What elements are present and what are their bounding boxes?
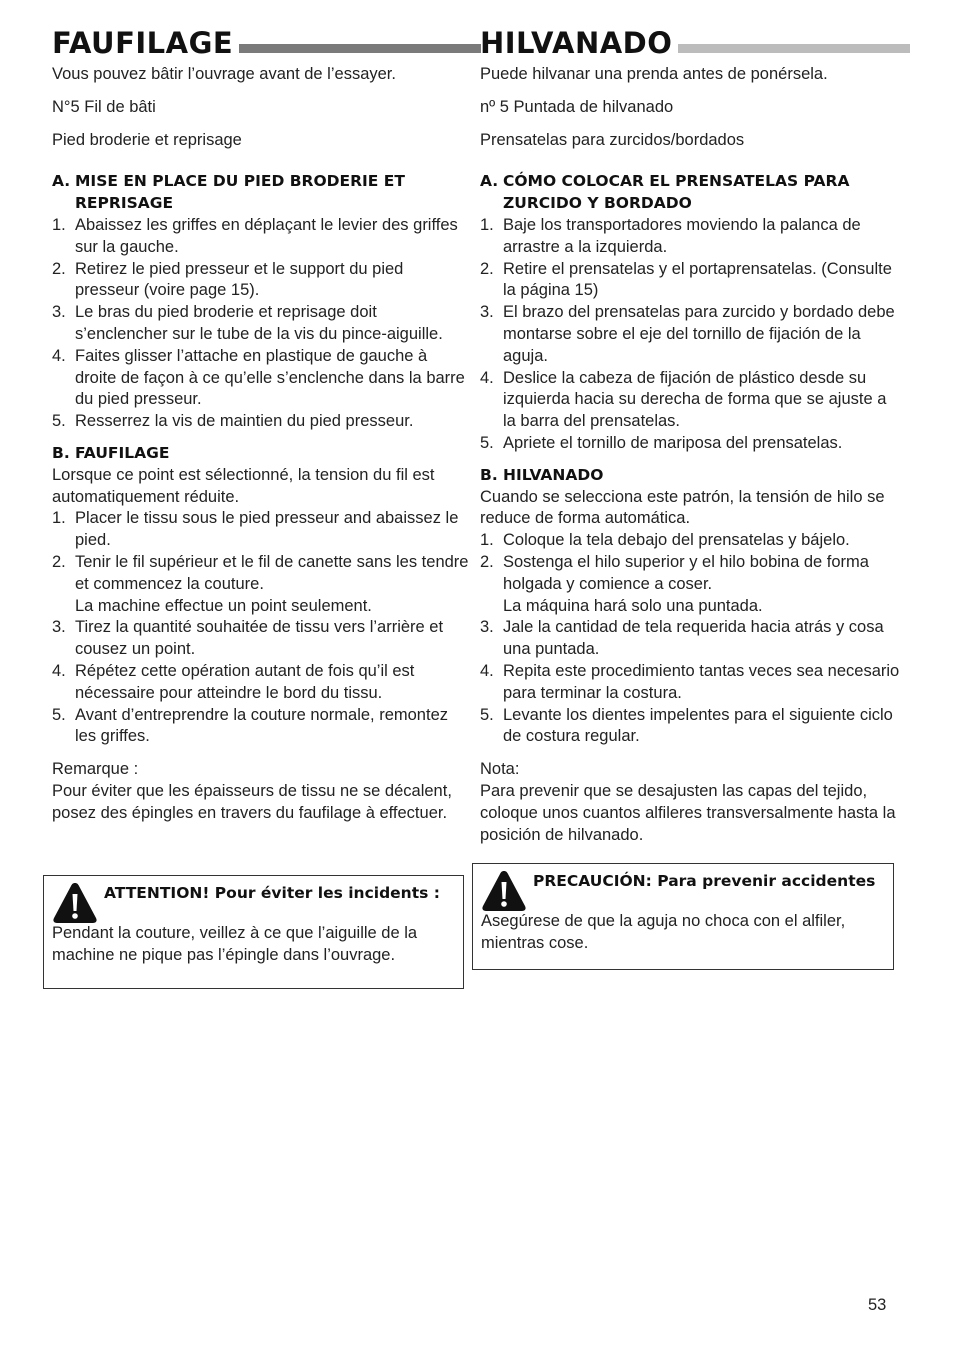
step-number: 4. (52, 346, 66, 365)
step-text: Avant d’entreprendre la couture normale, remontez les griffes. (75, 705, 448, 746)
intro-line: nº 5 Puntada de hilvanado (480, 97, 674, 116)
section-b-intro: Cuando se selecciona este patrón, la tensión de hilo se reduce de forma automática. (480, 487, 885, 528)
warning-text: Pendant la couture, veillez à ce que l’aiguille de la machine ne pique pas l’épingle dans l’ouvrage. (52, 924, 418, 964)
list-item (52, 346, 472, 411)
title-rule (678, 44, 910, 53)
section-letter: B. (480, 465, 498, 484)
step-number: 5. (52, 705, 66, 724)
list-item (52, 661, 472, 705)
section-b-steps (52, 508, 472, 748)
list-item (480, 259, 900, 303)
step-text: Coloque la tela debajo del prensatelas y bájelo. (503, 531, 850, 550)
section-heading-text: HILVANADO (503, 465, 604, 484)
list-item (480, 530, 900, 552)
step-text: Repita este procedimiento tantas veces sea necesario para terminar la costura. (503, 661, 900, 702)
warning-box-es (472, 863, 894, 970)
step-text: Répétez cette opération autant de fois qu’il est nécessaire pour atteindre le bord du tissu. (75, 661, 415, 702)
step-text: Abaissez les griffes en déplaçant le levier des griffes sur la gauche. (75, 215, 458, 256)
step-text: Deslice la cabeza de fijación de plástico desde su izquierda hacia su derecha de forma que se ajuste a la barra del prensatelas. (503, 368, 887, 431)
list-item (480, 302, 900, 367)
section-b-heading (480, 465, 900, 487)
intro-line: N°5 Fil de bâti (52, 97, 156, 116)
list-item (480, 552, 900, 617)
section-letter: A. (52, 172, 71, 191)
step-number: 4. (52, 661, 66, 680)
warning-triangle-icon (481, 869, 527, 913)
right-title-row (480, 26, 900, 62)
section-heading-text: CÓMO COLOCAR EL PRENSATELAS PARA ZURCIDO Y BORDADO (503, 172, 850, 213)
step-text: Le bras du pied broderie et reprisage doit s’enclencher sur le tube de la vis du pince-aiguille. (75, 303, 443, 343)
page-title-fr: FAUFILAGE (52, 26, 234, 61)
list-item (480, 617, 900, 661)
step-number: 3. (52, 618, 66, 637)
list-item (52, 552, 472, 617)
step-text: Baje los transportadores moviendo la palanca de arrastre a la izquierda. (503, 215, 861, 256)
step-number: 2. (480, 259, 494, 278)
list-item (480, 215, 900, 259)
step-text: Tirez la quantité souhaitée de tissu vers l’arrière et cousez un point. (75, 618, 444, 659)
page-title-es: HILVANADO (480, 26, 673, 61)
section-a-heading (480, 171, 900, 215)
step-number: 3. (52, 303, 66, 322)
step-text: Placer le tissu sous le pied presseur and abaissez le pied. (75, 509, 459, 550)
step-number: 1. (52, 509, 66, 528)
left-title-row (52, 26, 472, 62)
note-text: Para prevenir que se desajusten las capas del tejido, coloque unos cuantos alfileres transversalmente hasta la posición de hilvanado. (480, 781, 896, 844)
list-item (480, 661, 900, 705)
section-a-steps (480, 215, 900, 455)
page-number: 53 (868, 1296, 887, 1314)
note-label: Remarque : (52, 760, 139, 779)
note-label: Nota: (480, 760, 520, 779)
warning-title: PRECAUCIÓN: Para prevenir accidentes (533, 872, 876, 890)
section-a-heading (52, 171, 472, 215)
section-heading-text: FAUFILAGE (75, 443, 170, 462)
step-text: Sostenga el hilo superior y el hilo bobina de forma holgada y comience a coser. (503, 552, 869, 593)
intro-line: Pied broderie et reprisage (52, 130, 242, 149)
list-item (52, 259, 472, 303)
step-number: 3. (480, 618, 494, 637)
intro-line: Puede hilvanar una prenda antes de ponérsela. (480, 65, 828, 83)
step-text: Tenir le fil supérieur et le fil de canette sans les tendre et commencez la couture. (75, 552, 469, 593)
note-text: Pour éviter que les épaisseurs de tissu ne se décalent, posez des épingles en travers du faufilage à effectuer. (52, 781, 452, 822)
step-number: 5. (52, 412, 66, 431)
title-rule (239, 44, 481, 53)
section-b-steps (480, 530, 900, 748)
step-number: 2. (52, 552, 66, 571)
list-item (480, 705, 900, 749)
step-text: Retire el prensatelas y el portaprensatelas. (Consulte la página 15) (503, 259, 892, 300)
right-column (480, 26, 900, 846)
step-extra: La machine effectue un point seulement. (75, 596, 372, 615)
section-heading-text: MISE EN PLACE DU PIED BRODERIE ET REPRISAGE (75, 172, 405, 213)
step-text: Levante los dientes impelentes para el siguiente ciclo de costura regular. (503, 705, 893, 746)
list-item (52, 508, 472, 552)
intro-line: Vous pouvez bâtir l’ouvrage avant de l’essayer. (52, 65, 396, 83)
list-item (52, 302, 472, 346)
step-number: 3. (480, 303, 494, 322)
step-text: Retirez le pied presseur et le support du pied presseur (voire page 15). (75, 259, 404, 300)
step-extra: La máquina hará solo una puntada. (503, 596, 763, 615)
list-item (52, 617, 472, 661)
list-item (480, 433, 900, 455)
step-text: Jale la cantidad de tela requerida hacia atrás y cosa una puntada. (503, 618, 884, 659)
section-b-intro: Lorsque ce point est sélectionné, la tension du fil est automatiquement réduite. (52, 465, 435, 506)
section-b-heading (52, 443, 472, 465)
warning-header (52, 880, 455, 925)
step-number: 2. (480, 552, 494, 571)
list-item (480, 368, 900, 433)
step-text: Apriete el tornillo de mariposa del prensatelas. (503, 433, 843, 452)
step-number: 5. (480, 705, 494, 724)
warning-title: ATTENTION! Pour éviter les incidents : (104, 884, 440, 902)
step-text: Resserrez la vis de maintien du pied presseur. (75, 412, 414, 431)
warning-box-fr (43, 875, 464, 989)
warning-text: Asegúrese de que la aguja no choca con el alfiler, mientras cose. (481, 912, 846, 952)
step-number: 4. (480, 368, 494, 387)
step-number: 5. (480, 433, 494, 452)
list-item (52, 411, 472, 433)
step-text-wrap (503, 552, 900, 617)
step-number: 1. (52, 215, 66, 234)
intro-line: Prensatelas para zurcidos/bordados (480, 130, 745, 149)
step-text: El brazo del prensatelas para zurcido y bordado debe montarse sobre el eje del tornillo de fijación de la aguja. (503, 303, 895, 365)
step-number: 1. (480, 531, 494, 550)
list-item (52, 705, 472, 749)
left-column (52, 26, 472, 825)
section-letter: A. (480, 172, 499, 191)
step-text: Faites glisser l’attache en plastique de gauche à droite de façon à ce qu’elle s’enclenche dans la barre du pied presseur. (75, 346, 465, 409)
step-number: 1. (480, 215, 494, 234)
list-item (52, 215, 472, 259)
section-letter: B. (52, 443, 70, 462)
warning-header (481, 868, 885, 913)
step-text-wrap (75, 552, 472, 617)
step-number: 4. (480, 661, 494, 680)
warning-triangle-icon (52, 881, 98, 925)
step-number: 2. (52, 259, 66, 278)
section-a-steps (52, 215, 472, 433)
